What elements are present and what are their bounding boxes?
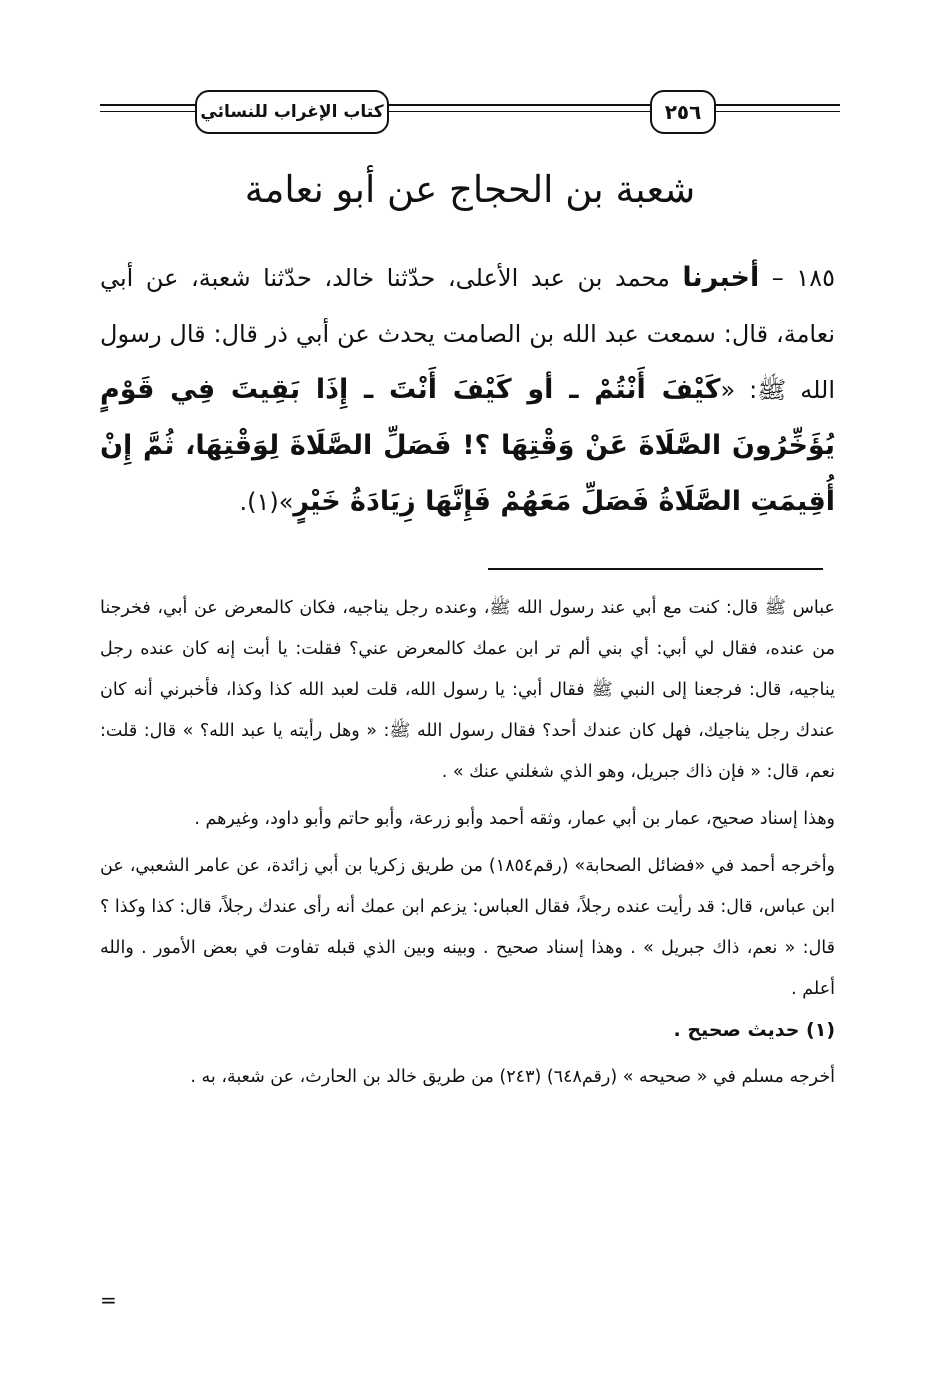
page-number-box [650,90,716,134]
hadith-matn: كَيْفَ أَنْتُمْ ـ أو كَيْفَ أَنْتَ ـ إِذَا بَقِيتَ فِي قَوْمٍ يُؤَخِّرُونَ الصَّلَاةَ عَنْ وَقْتِهَا ؟! فَصَلِّ الصَّلَاةَ لِوَقْتِهَا، ثُمَّ إِنْ أُقِيمَتِ الصَّلَاةُ فَصَلِّ مَعَهُمْ فَإِنَّهَا زِيَادَةُ خَيْرٍ [100,374,835,517]
hadith-lead-word: أخبرنا [682,262,760,293]
header-rule-middle-outer [385,104,650,106]
header-rule-middle-inner [385,111,650,112]
header-rule-right-inner [712,111,840,112]
hadith-text [100,250,835,530]
book-title-box [195,90,389,134]
chapter-title: شعبة بن الحجاج عن أبو نعامة [244,168,696,211]
footnote-paragraph-4: أخرجه مسلم في « صحيحه » (رقم٦٤٨) (٢٤٣) من طريق خالد بن الحارث، عن شعبة، به . [190,1067,835,1087]
header-rule-left-outer [100,104,195,106]
footnote-paragraph-2: وهذا إسناد صحيح، عمار بن أبي عمار، وثقه أحمد وأبو زرعة، وأبو حاتم وأبو داود، وغيرهم . [194,809,835,829]
hadith-close: »(١). [239,488,294,516]
footnote-paragraph-1: عباس ﷺ قال: كنت مع أبي عند رسول الله ﷺ، وعنده رجل يناجيه، فكان كالمعرض عن أبي، فخرجنا من عنده، فقال لي أبي: أي بني ألم تر ابن عمك كالمعرض عني؟ فقلت: يا أبت إنه كان عنده رجل يناجيه، قال: فرجعنا إلى النبي ﷺ فقال أبي: يا رسول الله، قلت لعبد الله كذا وكذا، فأخبرني أنه كان عندك رجل يناجيك، فهل كان عندك أحد؟ فقال رسول الله ﷺ: « وهل رأيته يا عبد الله؟ » قال: قلت: نعم، قال: « فإن ذاك جبريل، وهو الذي شغلني عنك » . [100,598,835,782]
continuation-mark: = [100,1288,117,1312]
header-rule-right-outer [712,104,840,106]
book-title: كتاب الإغراب للنسائي [200,102,384,122]
hadith-isnad: محمد بن عبد الأعلى، حدّثنا خالد، حدّثنا شعبة، عن أبي نعامة، قال: سمعت عبد الله بن الصامت يحدث عن أبي ذر قال: قال رسول الله ﷺ: « [100,264,836,404]
page-header [100,80,840,140]
footnote-separator [488,568,823,570]
header-rule-left-inner [100,111,195,112]
footnotes [100,588,835,1098]
hadith-185 [100,250,835,530]
page-number: ٢٥٦ [664,100,702,124]
footnote-paragraph-3: وأخرجه أحمد في «فضائل الصحابة» (رقم١٨٥٤) من طريق زكريا بن أبي زائدة، عن عامر الشعبي، عن ابن عباس، قال: قد رأيت عنده رجلاً، فقال العباس: يزعم ابن عمك أنه رأى عندك رجلاً، قال: كذا وكذا ؟ قال: « نعم، ذاك جبريل » . وهذا إسناد صحيح . وبينه وبين الذي قبله تفاوت في بعض الأمور . والله أعلم . [100,856,836,999]
hadith-number: ١٨٥ – [771,264,835,292]
footnote-1-heading: (١) حديث صحيح . [673,1019,835,1041]
